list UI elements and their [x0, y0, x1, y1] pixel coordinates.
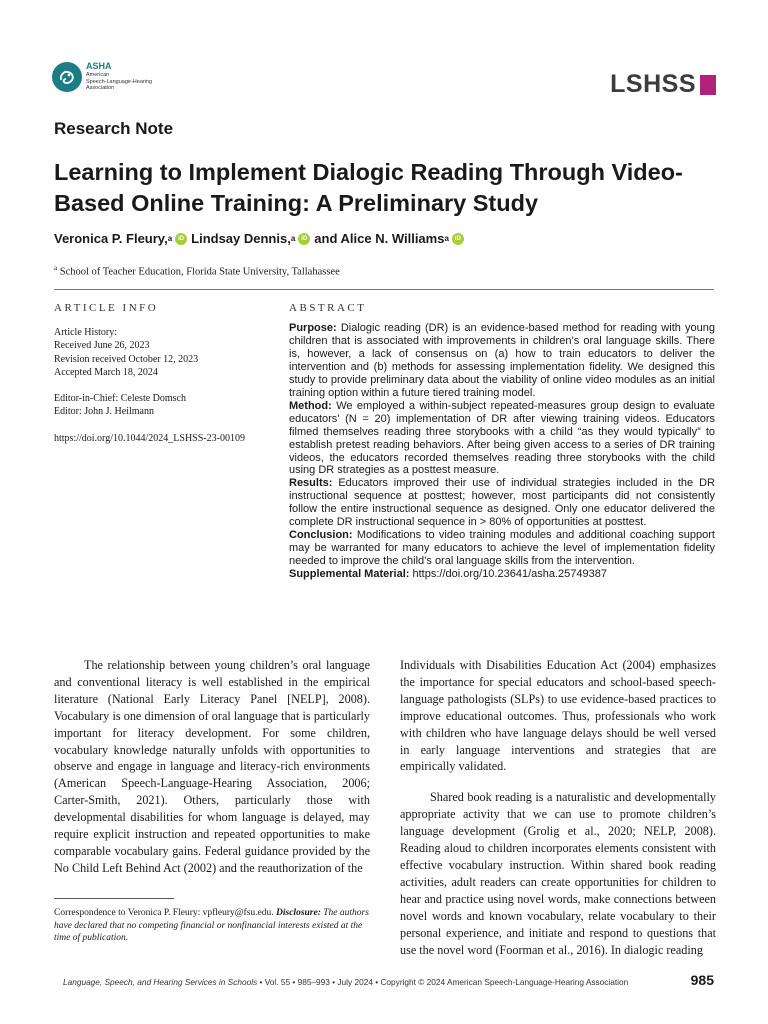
body-paragraph: Shared book reading is a naturalistic and developmentally appropriate activity that we can use to promote children’s language development (Grolig et al., 2020; NELP, 2008). Reading aloud to children incorporates elements consistent with effective vocabulary instruction. Within shared book reading activities, adult readers can create opportunities for children to hear and practice using novel words, make connections between novel words and known vocabulary, relate vocabulary to their personal experience, and initiate and respond to questions that use the novel word (Foorman et al., 2016). In dialogic reading: [400, 790, 716, 957]
article-title: Learning to Implement Dialogic Reading Through Video-Based Online Training: A Preliminary Study: [54, 159, 683, 216]
abstract-purpose: [289, 322, 715, 400]
footnote: [54, 907, 370, 945]
author-name: Lindsay Dennis,: [191, 231, 291, 246]
affiliation: [54, 264, 340, 278]
supplemental-label: Supplemental Material:: [289, 568, 410, 581]
abstract-supplemental: [289, 568, 715, 581]
abstract-conclusion: [289, 529, 715, 568]
editor-in-chief: Editor-in-Chief: Celeste Domsch: [54, 393, 186, 404]
page-number: 985: [690, 972, 714, 988]
orcid-icon[interactable]: iD: [452, 233, 464, 245]
logo-sub-line: Association: [86, 85, 115, 92]
body-paragraph: The relationship between young children’s oral language and conventional literacy is well established in the empirical literature (National Early Literacy Panel [NELP], 2008). Vocabulary is one dimension of oral language that is particularly important for literacy development. For some children, vocabulary knowledge naturally unfolds with opportunities to observe and engage in language and literacy-rich environments (American Speech-Language-Hearing Association, 2006; Carter-Smith, 2021). Others, particularly those with developmental disabilities for whom language is delayed, may require explicit instruction and repeated opportunities to make comparable vocabulary gains. Federal guidance provided by the No Child Left Behind Act (2002) and the reauthorization of the: [54, 658, 370, 875]
abstract-heading: ABSTRACT: [289, 302, 367, 314]
conclusion-text: Modifications to video training modules and additional coaching support may be warranted for many educators to achieve the level of implementation fidelity needed to improve the child’s oral language skills from the intervention.: [289, 529, 715, 568]
asha-logo: [52, 62, 152, 92]
received-date: Received June 26, 2023: [54, 340, 150, 352]
journal-logo: [610, 70, 716, 99]
author-affiliation-marker: a: [444, 234, 449, 243]
article-info-heading: ARTICLE INFO: [54, 302, 159, 314]
body-right-column: [400, 657, 716, 958]
abstract-results: [289, 477, 715, 529]
logo-sub-line: Speech-Language-Hearing: [86, 78, 153, 85]
journal-name: LSHSS: [610, 70, 696, 98]
correspondence-text: Correspondence to Veronica P. Fleury: vpfleury@fsu.edu.: [54, 908, 274, 918]
affiliation-text: School of Teacher Education, Florida State University, Tallahassee: [59, 266, 340, 278]
body-paragraph: Individuals with Disabilities Education Act (2004) emphasizes the importance for special educators and school-based speech-language pathologists (SLPs) to use evidence-based practices to improve educational outcomes. Thus, professionals who work with children who have language delays should be well versed in early language interventions and strategies that are empirically validated.: [400, 658, 716, 774]
affiliation-marker: a: [54, 264, 58, 272]
editor: Editor: John J. Heilmann: [54, 406, 154, 418]
footer-journal: Language, Speech, and Hearing Services in Schools: [63, 977, 258, 987]
history-label: Article History:: [54, 327, 118, 338]
accepted-date: Accepted March 18, 2024: [54, 367, 158, 379]
results-text: Educators improved their use of individual strategies included in the DR instructional sequence at posttest; however, most participants did not consistently follow the entire instructional sequence as designed. Only one educator delivered the complete DR instructional sequence in > 80% of opportunities at posttest.: [289, 477, 715, 529]
logo-name: ASHA: [86, 61, 112, 72]
author-list: [54, 231, 468, 246]
purpose-text: Dialogic reading (DR) is an evidence-based method for reading with young children that is associated with improvements in children’s oral language skills. There is, however, a lack of consensus on (a) how to train educators to deliver the intervention and (b) methods for assessing implementation fidelity. We designed this study to provide preliminary data about the viability of online video modules as an initial training option within a future tiered training model.: [289, 322, 715, 399]
body-left-column: [54, 657, 370, 877]
abstract-body: [289, 322, 715, 581]
page-footer: [63, 977, 628, 987]
logo-sub-line: American: [86, 72, 110, 79]
revised-date: Revision received October 12, 2023: [54, 353, 199, 365]
results-label: Results:: [289, 477, 333, 490]
asha-logo-icon: [52, 62, 82, 92]
method-text: We employed a within-subject repeated-measures group design to evaluate educators’ (N = 20) implementation of DR after viewing training videos. Educators filmed themselves reading three storybooks with a child “as they would typically” to establish pretest reading behaviors. After being given access to a series of DR training videos, the educators recorded themselves reading three storybooks with the child using DR strategies as a posttest measure.: [289, 399, 715, 477]
abstract-method: [289, 400, 715, 478]
author-name: and Alice N. Williams: [314, 231, 445, 246]
journal-color-block: [700, 75, 716, 95]
footer-details: • Vol. 55 • 985–993 • July 2024 • Copyright © 2024 American Speech-Language-Hearing Association: [259, 977, 629, 987]
conclusion-label: Conclusion:: [289, 529, 353, 542]
orcid-icon[interactable]: iD: [298, 233, 310, 245]
article-history: [54, 326, 198, 380]
editors: [54, 392, 186, 419]
doi-link[interactable]: https://doi.org/10.1044/2024_LSHSS-23-00109: [54, 433, 245, 444]
author-affiliation-marker: a: [290, 234, 296, 243]
header-divider: [54, 289, 714, 290]
section-label: Research Note: [54, 119, 174, 138]
author-name: Veronica P. Fleury,: [54, 231, 168, 246]
disclosure-text: The authors have declared that no competing financial or nonfinancial interests existed at the time of publication.: [54, 908, 369, 944]
orcid-icon[interactable]: iD: [175, 233, 187, 245]
disclosure-label: Disclosure:: [276, 908, 321, 918]
author-affiliation-marker: a: [167, 234, 173, 243]
purpose-label: Purpose:: [289, 322, 337, 334]
supplemental-link[interactable]: https://doi.org/10.23641/asha.25749387: [412, 568, 607, 581]
footnote-divider: [54, 898, 174, 899]
method-label: Method:: [289, 399, 332, 412]
